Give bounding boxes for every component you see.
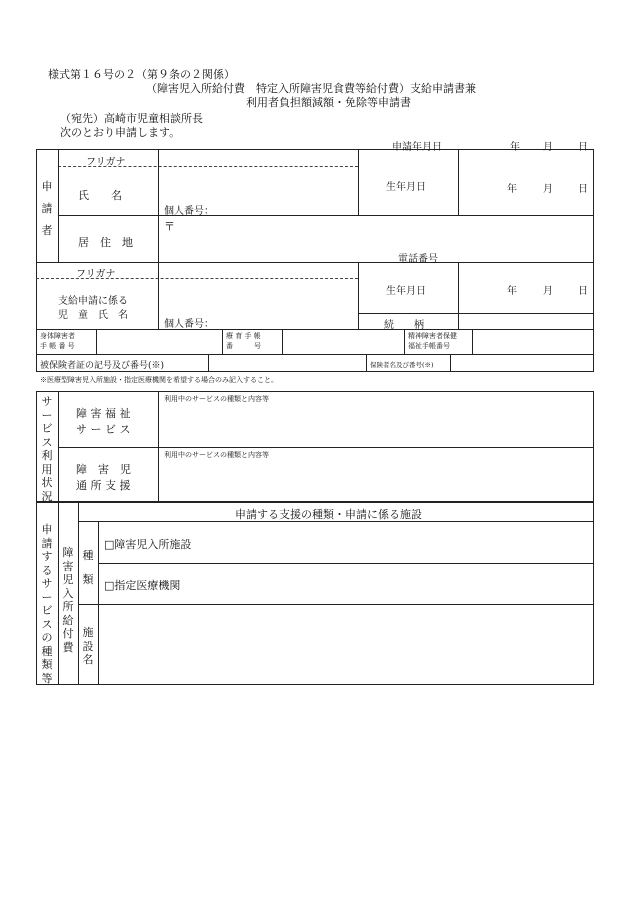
welfare-service-label-line1: 障 害 福 祉	[76, 407, 131, 420]
form-title-line1: （障害児入所給付費 特定入所障害児食費等給付費）支給申請書兼	[146, 82, 476, 95]
intro-text: 次のとおり申請します。	[60, 126, 181, 139]
rule	[78, 502, 79, 685]
child-furigana-label: フリガナ	[76, 269, 116, 280]
child-birth-day: 日	[578, 286, 588, 297]
rule	[458, 262, 459, 329]
insured-number-label: 被保険者証の記号及び番号(※)	[40, 361, 165, 371]
applicant-section-label: 申請者	[41, 180, 53, 237]
applicant-birth-year: 年	[507, 184, 517, 195]
option-residential-facility[interactable]: □障害児入所施設	[104, 538, 192, 551]
rule	[472, 329, 473, 354]
child-birth-year: 年	[507, 286, 517, 297]
rule	[366, 354, 367, 372]
applicant-birthdate-label: 生年月日	[386, 182, 426, 193]
rule	[36, 354, 594, 355]
child-name-label-line2: 児 童 氏 名	[58, 310, 128, 321]
application-date-month: 月	[543, 142, 553, 153]
daycare-note: 利用中のサービスの種類と内容等	[164, 451, 269, 459]
rule	[78, 604, 594, 605]
applicant-birth-month: 月	[543, 184, 553, 195]
rule	[96, 329, 97, 354]
addressee: （宛先）高崎市児童相談所長	[60, 112, 203, 125]
rule	[458, 149, 459, 215]
applicant-name-label: 氏 名	[78, 189, 122, 202]
rule	[222, 329, 223, 354]
rule	[58, 149, 59, 262]
daycare-label-line2: 通 所 支 援	[76, 479, 131, 492]
rule	[358, 149, 359, 215]
rule	[36, 329, 594, 330]
rule	[450, 354, 451, 372]
insurance-note: ※医療型障害児入所施設・指定医療機関を希望する場合のみ記入すること。	[40, 376, 278, 384]
postal-mark: 〒	[164, 220, 175, 233]
rule	[158, 149, 159, 329]
form-title-line2: 利用者負担額減額・免除等申請書	[246, 96, 411, 109]
type-label: 種類	[82, 549, 94, 586]
ryoiku-handbook-label-line1: 療 育 手 帳	[226, 332, 261, 340]
applicant-address-label: 居 住 地	[78, 236, 133, 249]
rule	[358, 313, 594, 314]
request-header: 申請する支援の種類・申請に係る施設	[235, 508, 422, 521]
physical-handbook-label-line2: 手 帳 番 号	[40, 342, 75, 350]
rule	[58, 447, 594, 448]
welfare-service-label-line2: サ ー ビ ス	[76, 423, 131, 436]
rule	[58, 215, 594, 216]
rule	[208, 354, 209, 372]
child-individual-number-label: 個人番号：	[164, 319, 214, 330]
rule	[282, 329, 283, 354]
physical-handbook-label-line1: 身体障害者	[40, 332, 75, 340]
insurer-label: 保険者名及び番号(※)	[370, 361, 434, 369]
applicant-furigana-label: フリガナ	[86, 157, 126, 168]
rule	[358, 262, 359, 329]
child-birth-month: 月	[543, 286, 553, 297]
request-section-label: 申請するサービスの種類等	[41, 523, 53, 685]
application-date-label: 申請年月日	[392, 142, 442, 153]
mental-handbook-label-line1: 精神障害者保健	[408, 332, 457, 340]
rule	[36, 262, 594, 263]
form-number: 様式第１６号の２（第９条の２関係）	[48, 68, 235, 81]
child-birthdate-label: 生年月日	[386, 286, 426, 297]
ryoiku-handbook-label-line2: 番 号	[226, 342, 261, 350]
child-name-label-line1: 支給申請に係る	[58, 296, 128, 307]
welfare-service-note: 利用中のサービスの種類と内容等	[164, 395, 269, 403]
benefit-label: 障害児入所給付費	[62, 546, 74, 654]
rule	[98, 521, 99, 685]
applicant-phone-label: 電話番号	[398, 254, 438, 265]
application-date-year: 年	[510, 142, 520, 153]
mental-handbook-label-line2: 福祉手帳番号	[408, 342, 450, 350]
daycare-label-line1: 障 害 児	[76, 463, 131, 476]
application-date-day: 日	[578, 142, 588, 153]
usage-section-label: サービス利用状況	[41, 395, 53, 503]
applicant-birth-day: 日	[578, 184, 588, 195]
rule	[58, 502, 59, 685]
rule	[98, 563, 594, 564]
request-table-frame	[36, 502, 594, 685]
facility-name-label: 施設名	[82, 626, 94, 666]
option-designated-medical[interactable]: □指定医療機関	[104, 579, 181, 592]
rule	[404, 329, 405, 354]
applicant-individual-number-label: 個人番号：	[164, 206, 214, 217]
child-relationship-label: 続 柄	[384, 320, 424, 331]
